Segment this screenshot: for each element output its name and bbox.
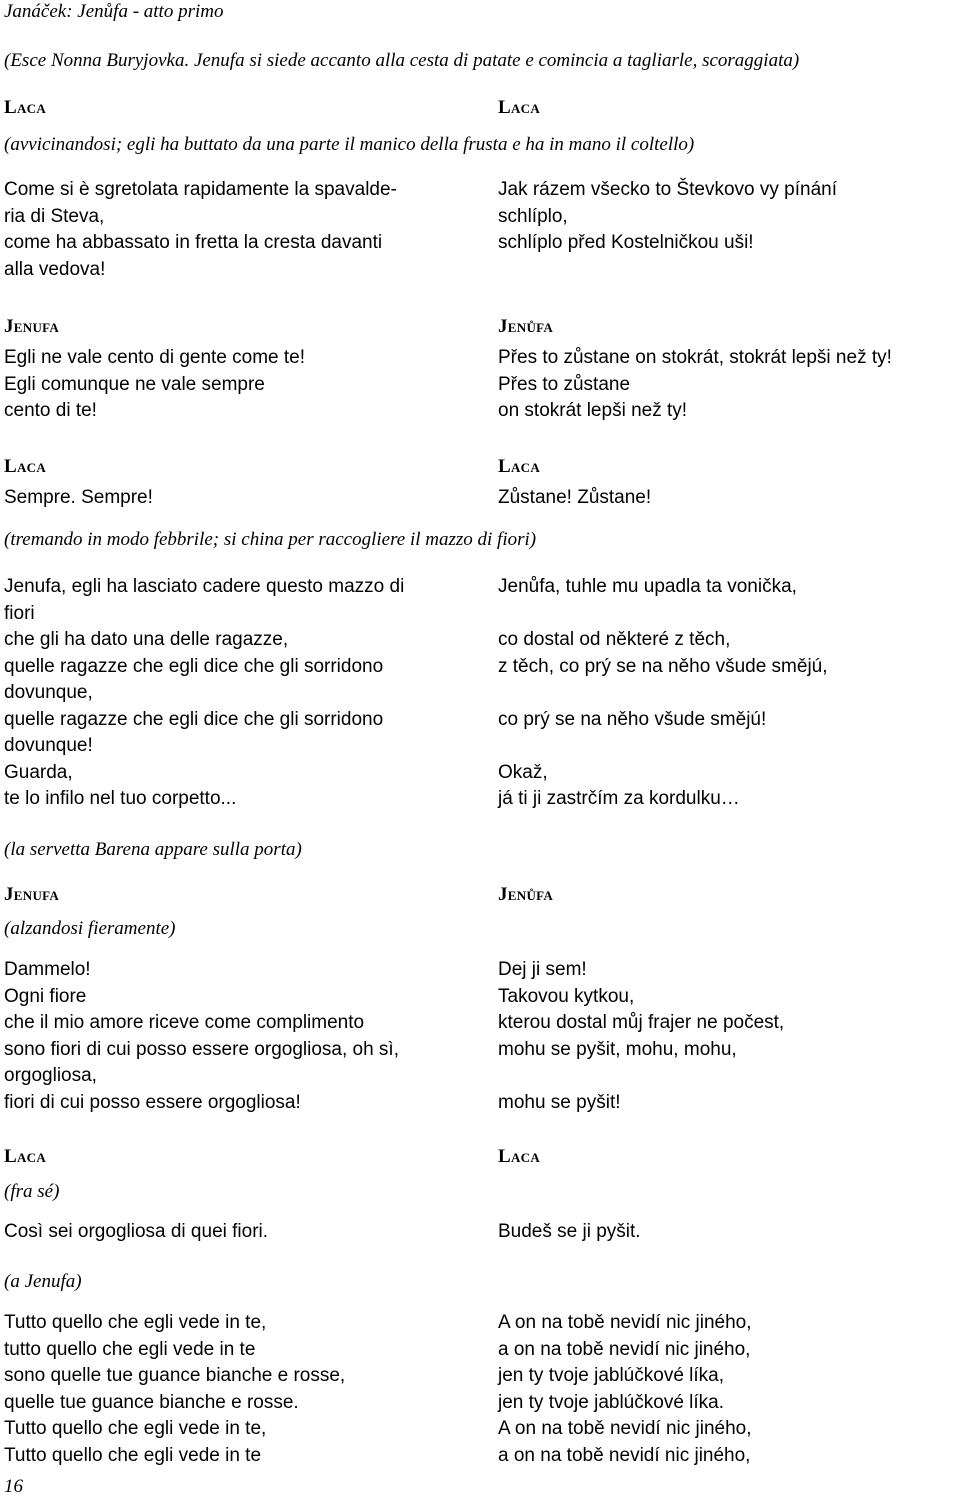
lyric-line: a on na tobě nevidí nic jiného, <box>498 1444 751 1466</box>
lyric-line: Jenufa, egli ha lasciato cadere questo mazzo di <box>4 576 405 597</box>
lyric-line: z těch, co prý se na něho všude smějú, <box>498 655 828 677</box>
lyric-line: Tutto quello che egli vede in te, <box>4 1312 267 1333</box>
lyric-line: dovunque! <box>4 735 93 756</box>
lyric-line: Dammelo! <box>4 959 91 980</box>
lyric-line: Přes to zůstane on stokrát, stokrát lepši než ty! <box>498 347 892 368</box>
lyric-line: jen ty tvoje jablúčkové líka. <box>498 1391 725 1413</box>
czech-lyrics-6: Budeš se ji pyšit. <box>498 1221 641 1242</box>
running-header: Janáček: Jenůfa - atto primo <box>4 1 224 22</box>
stage-direction-6: (fra sé) <box>4 1181 60 1202</box>
lyric-line: che il mio amore riceve come complimento <box>4 1012 365 1033</box>
stage-direction-1: (Esce Nonna Buryjovka. Jenufa si siede accanto alla cesta di patate e comincia a tagliarle, scoraggiata) <box>4 50 800 71</box>
lyric-line: fiori <box>4 602 35 624</box>
role-jenufa-cz-2: Jenůfa <box>498 884 554 905</box>
lyric-line: on stokrát lepši než ty! <box>498 400 688 421</box>
lyric-line: cento di te! <box>4 400 97 421</box>
italian-lyrics-4 <box>4 574 404 813</box>
czech-lyrics-4 <box>498 574 828 813</box>
role-jenufa-it-1: Jenufa <box>4 316 60 337</box>
lyric-line: Okaž, <box>498 761 548 783</box>
lyric-line: já ti ji zastrčím za kordulku… <box>498 788 740 809</box>
stage-direction-4: (la servetta Barena appare sulla porta) <box>4 839 302 860</box>
italian-lyrics-5 <box>4 957 399 1116</box>
czech-lyrics-3: Zůstane! Zůstane! <box>498 487 652 508</box>
lyric-line: orgogliosa, <box>4 1065 97 1086</box>
lyric-line: sono quelle tue guance bianche e rosse, <box>4 1365 346 1386</box>
role-laca-cz-2: Laca <box>498 456 541 477</box>
stage-direction-3: (tremando in modo febbrile; si china per raccogliere il mazzo di fiori) <box>4 529 537 550</box>
lyric-line: schlíplo před Kostelničkou uši! <box>498 232 754 253</box>
lyric-line: Tutto quello che egli vede in te <box>4 1444 262 1466</box>
lyric-line: sono fiori di cui posso essere orgogliosa, oh sì, <box>4 1038 399 1060</box>
italian-lyrics-2 <box>4 345 305 425</box>
lyric-line: A on na tobě nevidí nic jiného, <box>498 1418 752 1439</box>
role-laca-cz-3: Laca <box>498 1146 541 1167</box>
stage-direction-2: (avvicinandosi; egli ha buttato da una parte il manico della frusta e ha in mano il coltello) <box>4 134 695 155</box>
lyric-line: tutto quello che egli vede in te <box>4 1338 256 1360</box>
lyric-line: fiori di cui posso essere orgogliosa! <box>4 1091 301 1113</box>
lyric-line: alla vedova! <box>4 258 106 280</box>
lyric-line: quelle ragazze che egli dice che gli sorridono <box>4 655 384 677</box>
lyric-line: Dej ji sem! <box>498 959 587 980</box>
lyric-line: a on na tobě nevidí nic jiného, <box>498 1338 751 1360</box>
lyric-line: te lo infilo nel tuo corpetto... <box>4 788 237 809</box>
stage-direction-7: (a Jenufa) <box>4 1271 82 1292</box>
role-laca-it-2: Laca <box>4 456 47 477</box>
lyric-line: Přes to zůstane <box>498 373 631 395</box>
czech-lyrics-1 <box>498 177 837 257</box>
lyric-line <box>498 1063 784 1090</box>
czech-lyrics-7 <box>498 1310 752 1469</box>
role-jenufa-cz-1: Jenůfa <box>498 316 554 337</box>
lyric-line <box>498 733 828 760</box>
lyric-line: Jak rázem všecko to Števkovo vy pínání <box>498 179 837 200</box>
lyric-line: come ha abbassato in fretta la cresta davanti <box>4 232 383 253</box>
lyric-line: Ogni fiore <box>4 985 87 1007</box>
lyric-line: mohu se pyšit! <box>498 1091 621 1113</box>
italian-lyrics-1 <box>4 177 397 283</box>
lyric-line: Egli ne vale cento di gente come te! <box>4 347 306 368</box>
lyric-line: Come si è sgretolata rapidamente la spavalde- <box>4 179 397 200</box>
page-number: 16 <box>4 1476 23 1497</box>
lyric-line: mohu se pyšit, mohu, mohu, <box>498 1038 737 1060</box>
czech-lyrics-2 <box>498 345 892 425</box>
lyric-line: Egli comunque ne vale sempre <box>4 373 265 395</box>
lyric-line: che gli ha dato una delle ragazze, <box>4 629 289 650</box>
lyric-line: jen ty tvoje jablúčkové líka, <box>498 1365 725 1386</box>
lyric-line: A on na tobě nevidí nic jiného, <box>498 1312 752 1333</box>
role-laca-it-1: Laca <box>4 97 47 118</box>
italian-lyrics-3: Sempre. Sempre! <box>4 487 153 508</box>
lyric-line: kterou dostal můj frajer ne počest, <box>498 1012 785 1033</box>
lyric-line: schlíplo, <box>498 205 568 227</box>
lyric-line: quelle tue guance bianche e rosse. <box>4 1391 299 1413</box>
italian-lyrics-7 <box>4 1310 345 1469</box>
lyric-line: Takovou kytkou, <box>498 985 635 1007</box>
lyric-line: Tutto quello che egli vede in te, <box>4 1418 267 1439</box>
italian-lyrics-6: Così sei orgogliosa di quei fiori. <box>4 1221 269 1242</box>
lyric-line: co dostal od některé z těch, <box>498 629 731 650</box>
lyric-line: ria di Steva, <box>4 205 105 227</box>
stage-direction-5: (alzandosi fieramente) <box>4 918 176 939</box>
lyric-line <box>498 680 828 707</box>
lyric-line: dovunque, <box>4 682 93 703</box>
lyric-line <box>498 601 828 628</box>
role-laca-cz-1: Laca <box>498 97 541 118</box>
lyric-line: Jenůfa, tuhle mu upadla ta vonička, <box>498 576 797 597</box>
lyric-line: co prý se na něho všude smějú! <box>498 708 767 730</box>
czech-lyrics-5 <box>498 957 784 1116</box>
lyric-line: quelle ragazze che egli dice che gli sorridono <box>4 708 384 730</box>
role-jenufa-it-2: Jenufa <box>4 884 60 905</box>
lyric-line: Guarda, <box>4 761 73 783</box>
role-laca-it-3: Laca <box>4 1146 47 1167</box>
